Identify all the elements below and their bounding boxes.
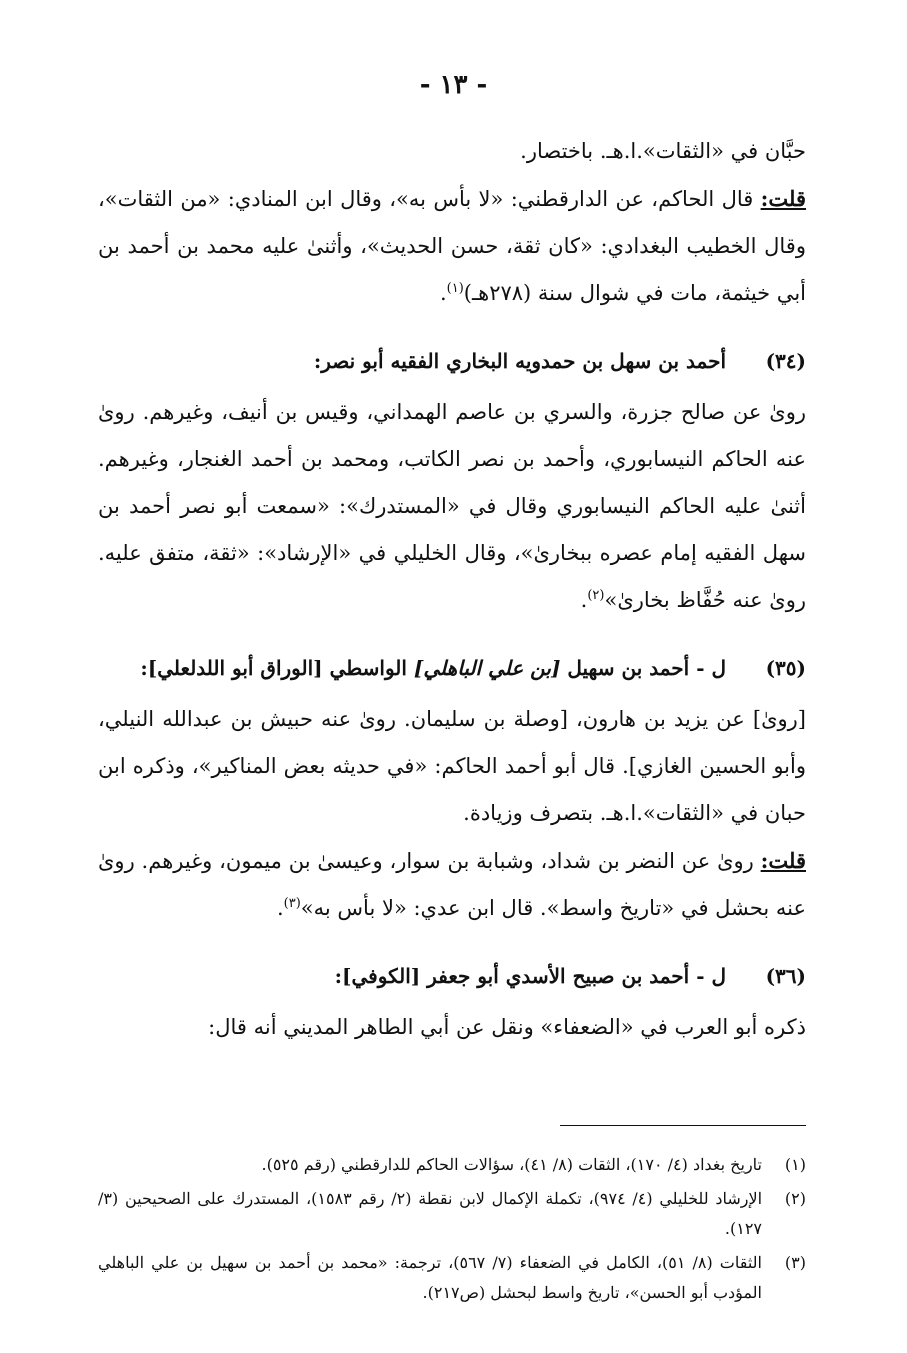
entry-number: (٣٤) [765,349,806,373]
footnote-3: (٣) الثقات (٨/ ٥١)، الكامل في الضعفاء (٧/ ٥٦٧)، ترجمة: «محمد بن أحمد بن سهيل بن علي الباهلي المؤدب أبو الحسن»، تاريخ واسط لبحشل (ص٢١٧). [98,1253,806,1302]
entry-heading-35 [98,646,806,690]
footnote-2: (٢) الإرشاد للخليلي (٤/ ٩٧٤)، تكملة الإكمال لابن نقطة (٢/ رقم ١٥٨٣)، المستدرك على الصحيحين (٣/ ١٢٧). [98,1189,806,1238]
entry-title: ل - أحمد بن سهيل [بن علي الباهلي] الواسطي [الوراق أبو اللدلعلي]: [140,656,726,680]
qult-text: قال الحاكم، عن الدارقطني: «لا بأس به»، وقال ابن المنادي: «من الثقات»، وقال الخطيب البغدادي: «كان ثقة، حسن الحديث»، وأثنىٰ عليه محمد بن أحمد بن أبي خيثمة، مات في شوال سنة (٢٧٨هـ) [98,187,806,305]
footnote-ref: (٣) [283,896,301,911]
footnote-ref: (١) [446,281,464,296]
entry-heading-34 [98,339,806,383]
entry-title: أحمد بن سهل بن حمدويه البخاري الفقيه أبو نصر: [313,349,726,373]
entry-body-36: ذكره أبو العرب في «الضعفاء» ونقل عن أبي الطاهر المديني أنه قال: [208,1015,806,1039]
entry-heading-36 [98,954,806,998]
intro-line: حبَّان في «الثقات».ا.هـ. باختصار. [520,139,806,163]
entry-number: (٣٦) [765,964,806,988]
entry-qult-35: قلت: روىٰ عن النضر بن شداد، وشبابة بن سوار، وعيسىٰ بن ميمون، وغيرهم. روىٰ عنه بحشل في «تاريخ واسط». قال ابن عدي: «لا بأس به»$^{(٣)}$. [98,848,806,920]
qult-label: قلت: [760,186,806,211]
footnotes [98,1150,806,1312]
entry-title: ل - أحمد بن صبيح الأسدي أبو جعفر [الكوفي]: [334,964,726,988]
qult-end: . [439,281,447,305]
entry-body-35: [روىٰ] عن يزيد بن هارون، [وصلة بن سليمان. روىٰ عنه حبيش بن عبدالله النيلي، وأبو الحسين الغازي]. قال أبو أحمد الحاكم: «في حديثه بعض المناكير»، وذكره ابن حبان في «الثقات».ا.هـ. بتصرف وزيادة. [98,707,806,825]
page-number: - ١٣ - [419,70,488,100]
main-text [98,128,806,1051]
entry-body-34: روىٰ عن صالح جزرة، والسري بن عاصم الهمداني، وقيس بن أنيف، وغيرهم. روىٰ عنه الحاكم النيسابوري، وأحمد بن نصر الكاتب، ومحمد بن أحمد الغنجار، وغيرهم. أثنىٰ عليه الحاكم النيسابوري وقال في «المستدرك»: «سمعت أبو نصر أحمد بن سهل الفقيه إمام عصره ببخارىٰ»، وقال الخليلي في «الإرشاد»: «ثقة، متفق عليه. روىٰ عنه حُفَّاظ بخارىٰ»$^{(٢)}$. [98,400,806,612]
footnote-1: (١) تاريخ بغداد (٤/ ١٧٠)، الثقات (٨/ ٤١)، سؤالات الحاكم للدارقطني (رقم ٥٢٥). [261,1155,806,1174]
entry-number: (٣٥) [765,656,806,680]
footnote-ref: (٢) [587,588,605,603]
footnote-divider [560,1125,806,1126]
intro-qult-paragraph [98,175,806,317]
qult-label: قلت: [760,848,806,873]
